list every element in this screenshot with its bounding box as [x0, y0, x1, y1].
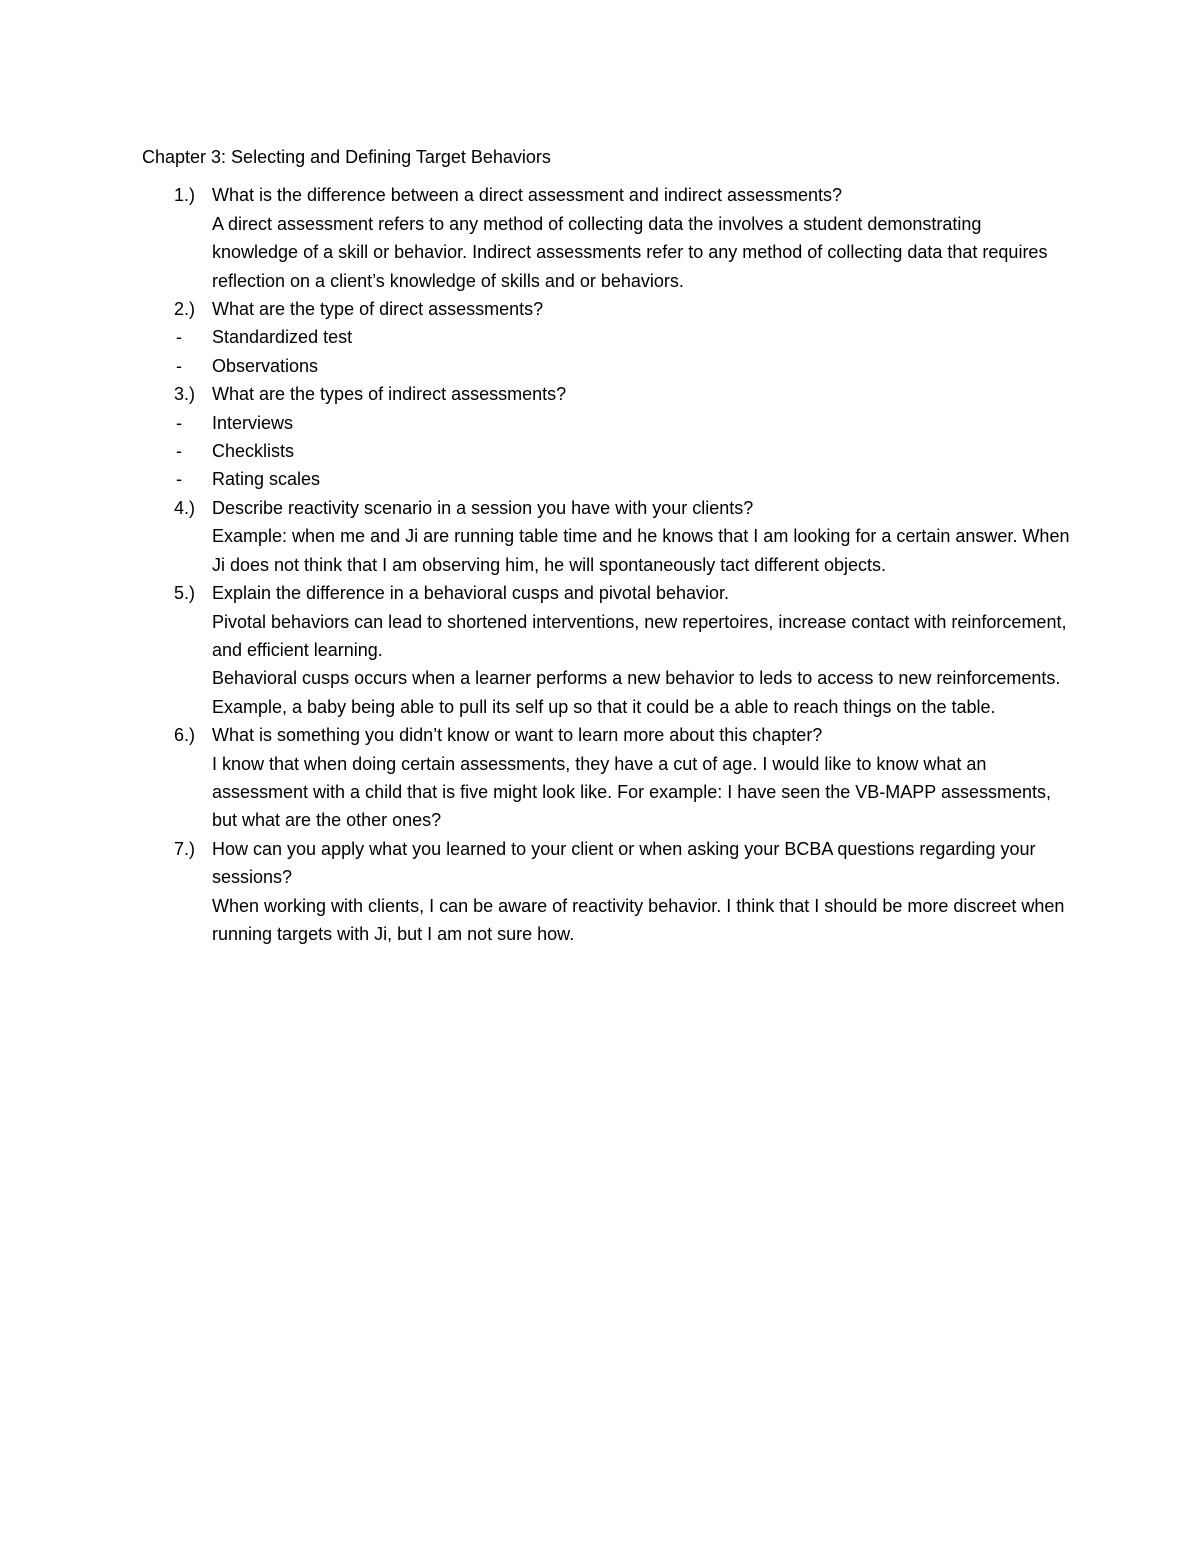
question-text: What are the type of direct assessments? [212, 299, 544, 320]
bullet-text: Checklists [212, 441, 295, 462]
bullet-list [142, 323, 1072, 380]
question-number: 3.) [174, 384, 196, 405]
question-item [142, 579, 1072, 721]
bullet-item [142, 465, 1072, 493]
dash-bullet-icon: - [176, 412, 182, 433]
question-number: 2.) [174, 299, 196, 320]
question-number: 4.) [174, 497, 196, 518]
dash-bullet-icon: - [176, 355, 182, 376]
question-item [142, 181, 1072, 295]
answer-text: Example: when me and Ji are running table time and he knows that I am looking for a certain answer. When Ji does not think that I am observing him, he will spontaneously tact different objects. [212, 526, 1070, 575]
bullet-item [142, 409, 1072, 437]
question-list [142, 181, 1072, 948]
bullet-text: Interviews [212, 412, 294, 433]
answer-text: I know that when doing certain assessments, they have a cut of age. I would like to know what an assessment with a child that is five might look like. For example: I have seen the VB-MAPP assessments, but what are the other ones? [212, 753, 1052, 831]
answer-text: Pivotal behaviors can lead to shortened interventions, new repertoires, increase contact with reinforcement, and efficient learning. [212, 611, 1067, 660]
question-text: What is the difference between a direct assessment and indirect assessments? [212, 185, 842, 206]
question-number: 5.) [174, 583, 196, 604]
dash-bullet-icon: - [176, 327, 182, 348]
bullet-list [142, 409, 1072, 494]
question-item [142, 295, 1072, 323]
dash-bullet-icon: - [176, 441, 182, 462]
question-item [142, 721, 1072, 835]
question-text: Explain the difference in a behavioral cusps and pivotal behavior. [212, 583, 730, 604]
question-item [142, 835, 1072, 949]
question-item [142, 380, 1072, 408]
bullet-item [142, 323, 1072, 351]
question-number: 6.) [174, 725, 196, 746]
bullet-text: Observations [212, 355, 319, 376]
question-text: Describe reactivity scenario in a session you have with your clients? [212, 497, 754, 518]
bullet-text: Standardized test [212, 327, 353, 348]
question-number: 7.) [174, 838, 196, 859]
answer-text: Behavioral cusps occurs when a learner performs a new behavior to leds to access to new reinforcements. Example, a baby being able to pull its self up so that it could be a able to reach things on the table. [212, 668, 1061, 717]
question-text: What are the types of indirect assessments? [212, 384, 567, 405]
question-text: How can you apply what you learned to your client or when asking your BCBA questions regarding your sessions? [212, 838, 1036, 888]
bullet-item [142, 352, 1072, 380]
bullet-text: Rating scales [212, 469, 321, 490]
dash-bullet-icon: - [176, 469, 182, 490]
question-text: What is something you didn’t know or want to learn more about this chapter? [212, 725, 823, 746]
answer-text: A direct assessment refers to any method of collecting data the involves a student demonstrating knowledge of a skill or behavior. Indirect assessments refer to any method of collecting data that requires reflection on a client’s knowledge of skills and or behaviors. [212, 213, 1048, 291]
document-content [142, 143, 1072, 948]
bullet-item [142, 437, 1072, 465]
answer-text: When working with clients, I can be aware of reactivity behavior. I think that I should be more discreet when running targets with Ji, but I am not sure how. [212, 895, 1065, 944]
question-item [142, 494, 1072, 579]
page-title: Chapter 3: Selecting and Defining Target Behaviors [142, 147, 551, 167]
question-number: 1.) [174, 185, 196, 206]
